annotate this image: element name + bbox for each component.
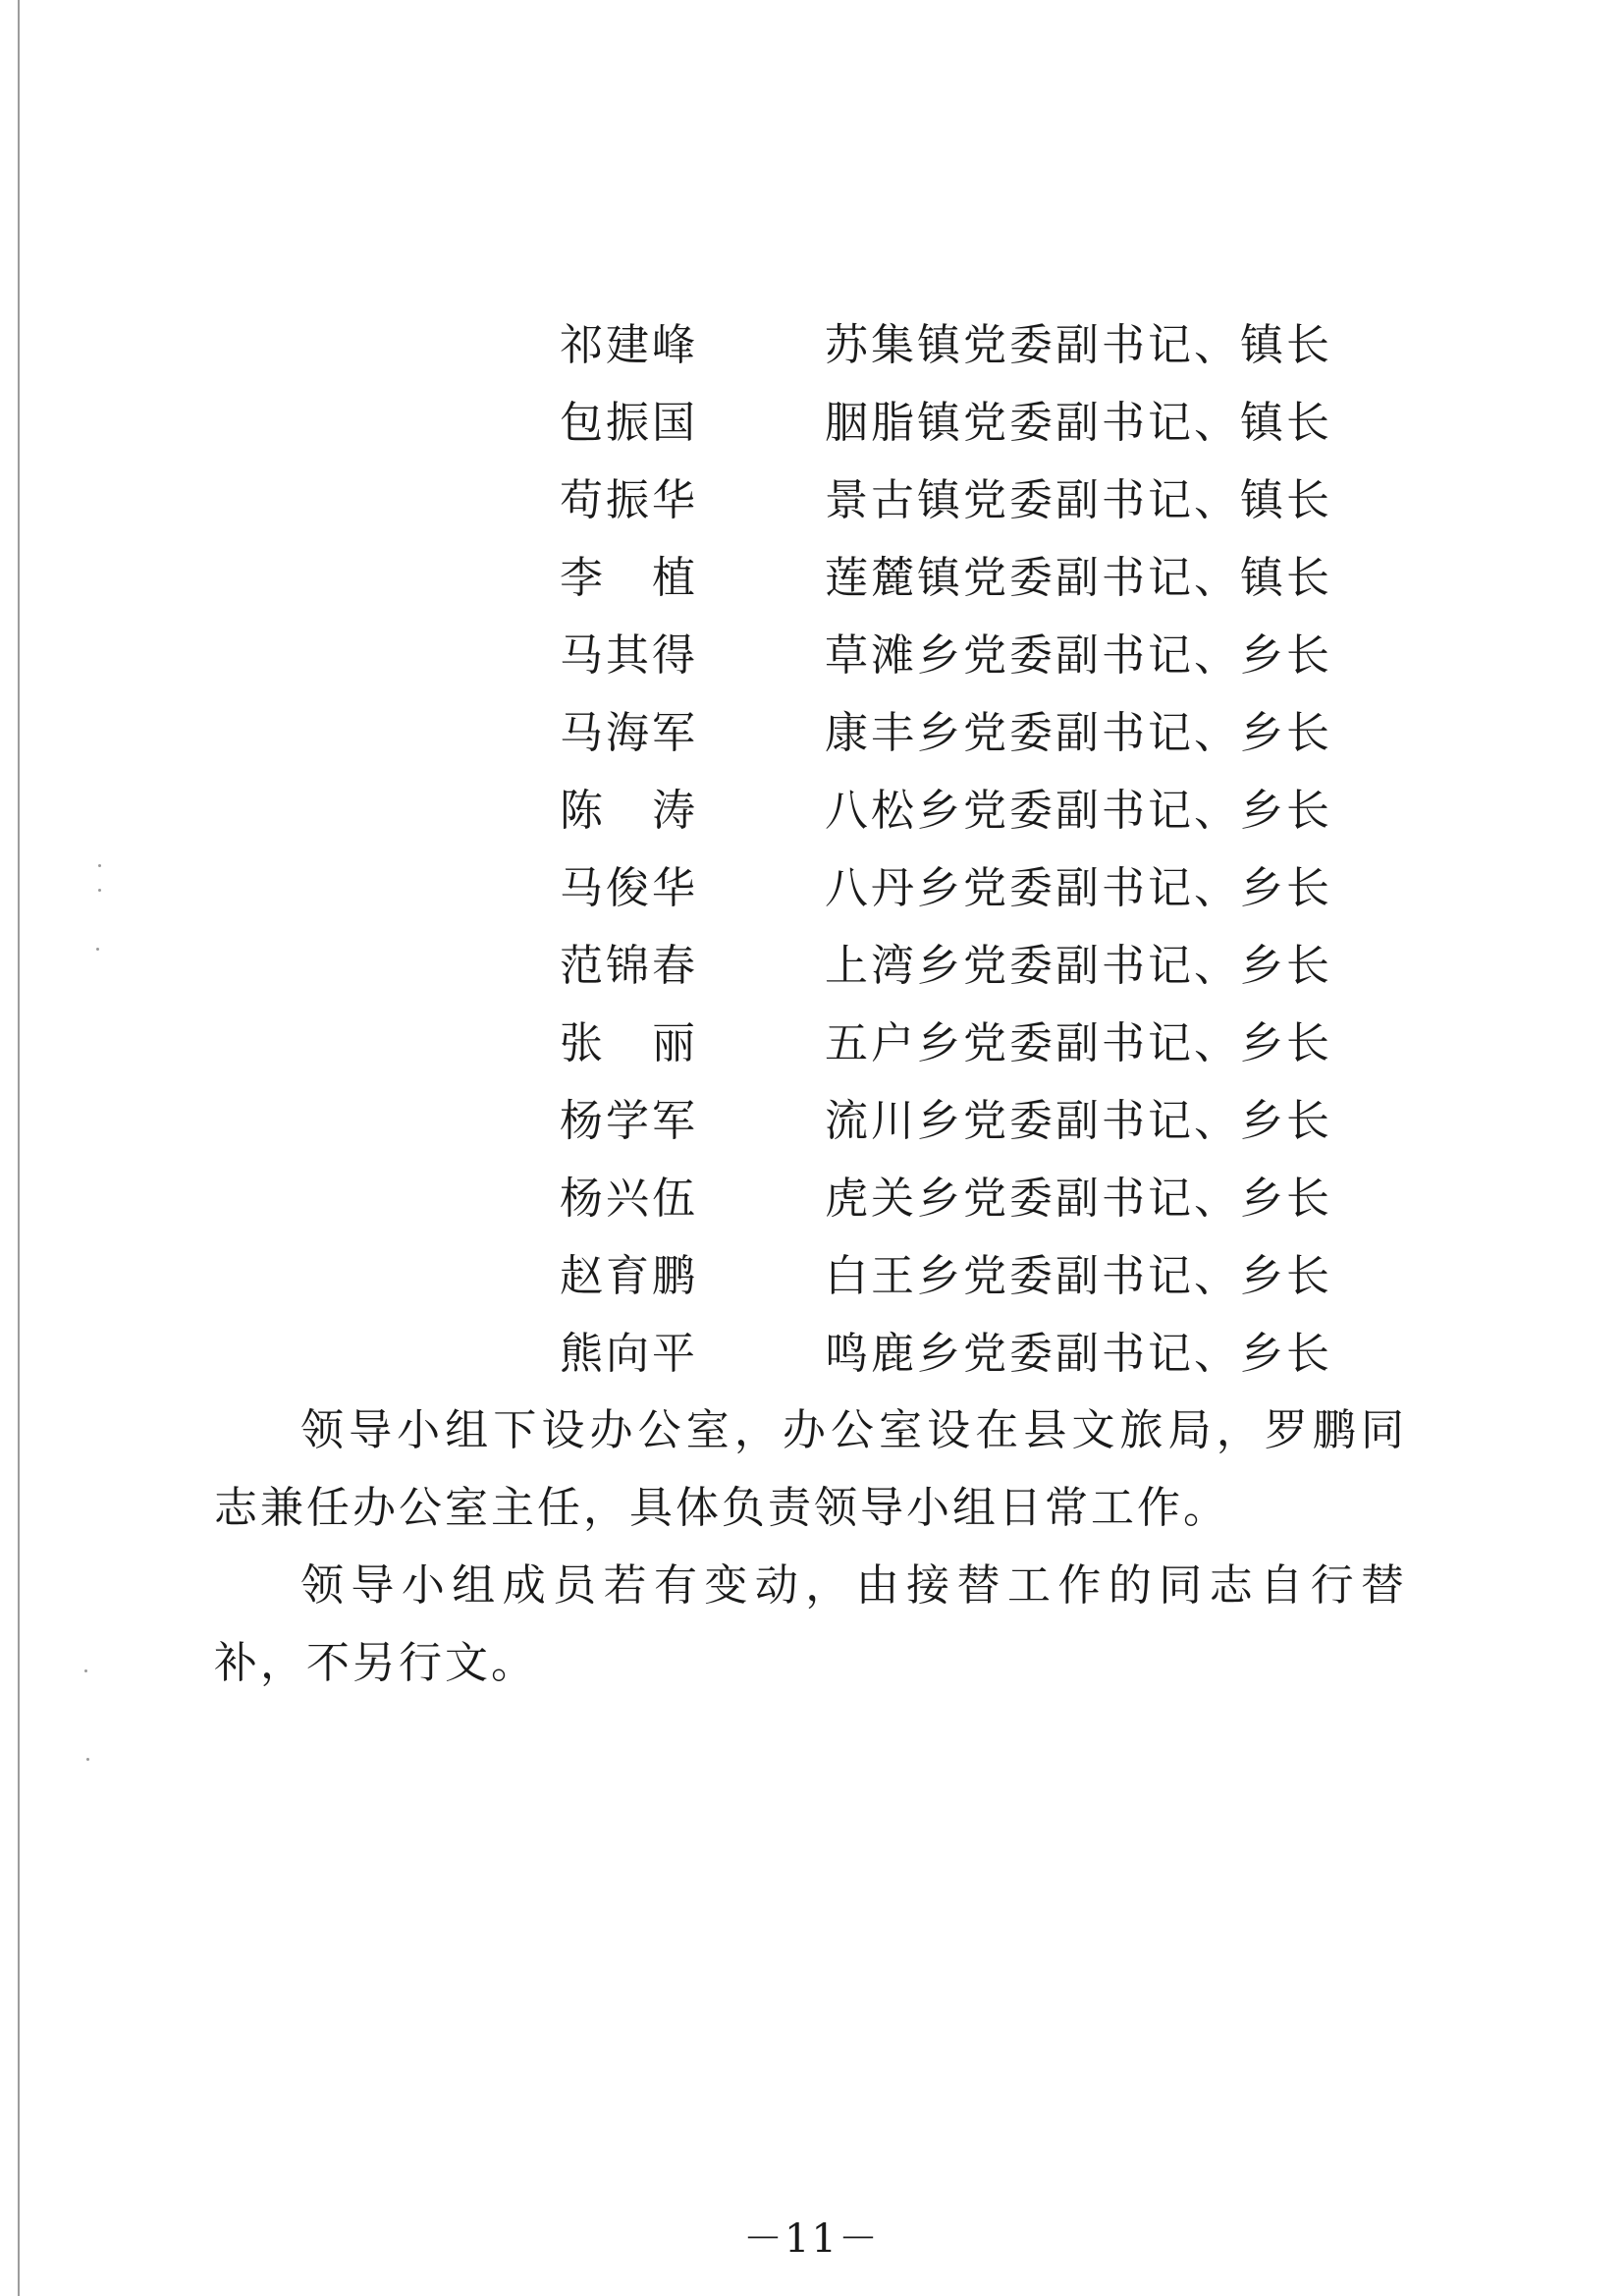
page-number: －11－ — [743, 2216, 880, 2262]
member-name: 祁建峰 — [560, 320, 698, 370]
member-row — [560, 1160, 1332, 1237]
scan-speck — [96, 948, 99, 951]
member-name: 马俊华 — [560, 863, 698, 913]
member-name: 杨学军 — [560, 1096, 698, 1146]
member-role: 康丰乡党委副书记、乡长 — [825, 708, 1332, 758]
member-role: 八丹乡党委副书记、乡长 — [825, 863, 1332, 913]
scan-speck — [98, 864, 101, 867]
member-name: 李 植 — [560, 553, 698, 603]
member-name: 熊向平 — [560, 1329, 698, 1379]
member-row — [560, 1315, 1332, 1393]
member-name: 包振国 — [560, 398, 698, 448]
scan-speck — [86, 1758, 89, 1761]
member-role: 胭脂镇党委副书记、镇长 — [825, 398, 1332, 448]
scan-speck — [98, 889, 101, 892]
member-row — [560, 462, 1332, 539]
member-name: 苟振华 — [560, 475, 698, 525]
member-row — [560, 849, 1332, 927]
office-paragraph: 领导小组下设办公室，办公室设在县文旅局，罗鹏同志兼任办公室主任，具体负责领导小组日常工作。 — [214, 1405, 1407, 1533]
member-row — [560, 1082, 1332, 1160]
member-role: 白王乡党委副书记、乡长 — [825, 1251, 1332, 1301]
scan-edge-line — [18, 0, 20, 2296]
member-name: 马海军 — [560, 708, 698, 758]
member-role: 莲麓镇党委副书记、镇长 — [825, 553, 1332, 603]
member-row — [560, 694, 1332, 772]
member-name: 赵育鹏 — [560, 1251, 698, 1301]
member-role: 虎关乡党委副书记、乡长 — [825, 1174, 1332, 1224]
member-role: 五户乡党委副书记、乡长 — [825, 1018, 1332, 1068]
member-role: 流川乡党委副书记、乡长 — [825, 1096, 1332, 1146]
member-row — [560, 927, 1332, 1005]
member-role: 草滩乡党委副书记、乡长 — [825, 630, 1332, 681]
member-row — [560, 306, 1332, 384]
member-name: 张 丽 — [560, 1018, 698, 1068]
member-name: 马其得 — [560, 630, 698, 681]
changes-paragraph: 领导小组成员若有变动，由接替工作的同志自行替补，不另行文。 — [214, 1560, 1407, 1688]
member-row — [560, 772, 1332, 849]
member-row — [560, 617, 1332, 694]
member-name: 陈 涛 — [560, 786, 698, 836]
member-role: 上湾乡党委副书记、乡长 — [825, 941, 1332, 991]
member-row — [560, 384, 1332, 462]
member-name: 杨兴伍 — [560, 1174, 698, 1224]
scan-speck — [84, 1669, 87, 1672]
member-role: 八松乡党委副书记、乡长 — [825, 786, 1332, 836]
member-role: 景古镇党委副书记、镇长 — [825, 475, 1332, 525]
member-role: 苏集镇党委副书记、镇长 — [825, 320, 1332, 370]
member-list — [560, 306, 1332, 1393]
member-row — [560, 539, 1332, 617]
member-role: 鸣鹿乡党委副书记、乡长 — [825, 1329, 1332, 1379]
member-row — [560, 1005, 1332, 1082]
member-name: 范锦春 — [560, 941, 698, 991]
member-row — [560, 1237, 1332, 1315]
